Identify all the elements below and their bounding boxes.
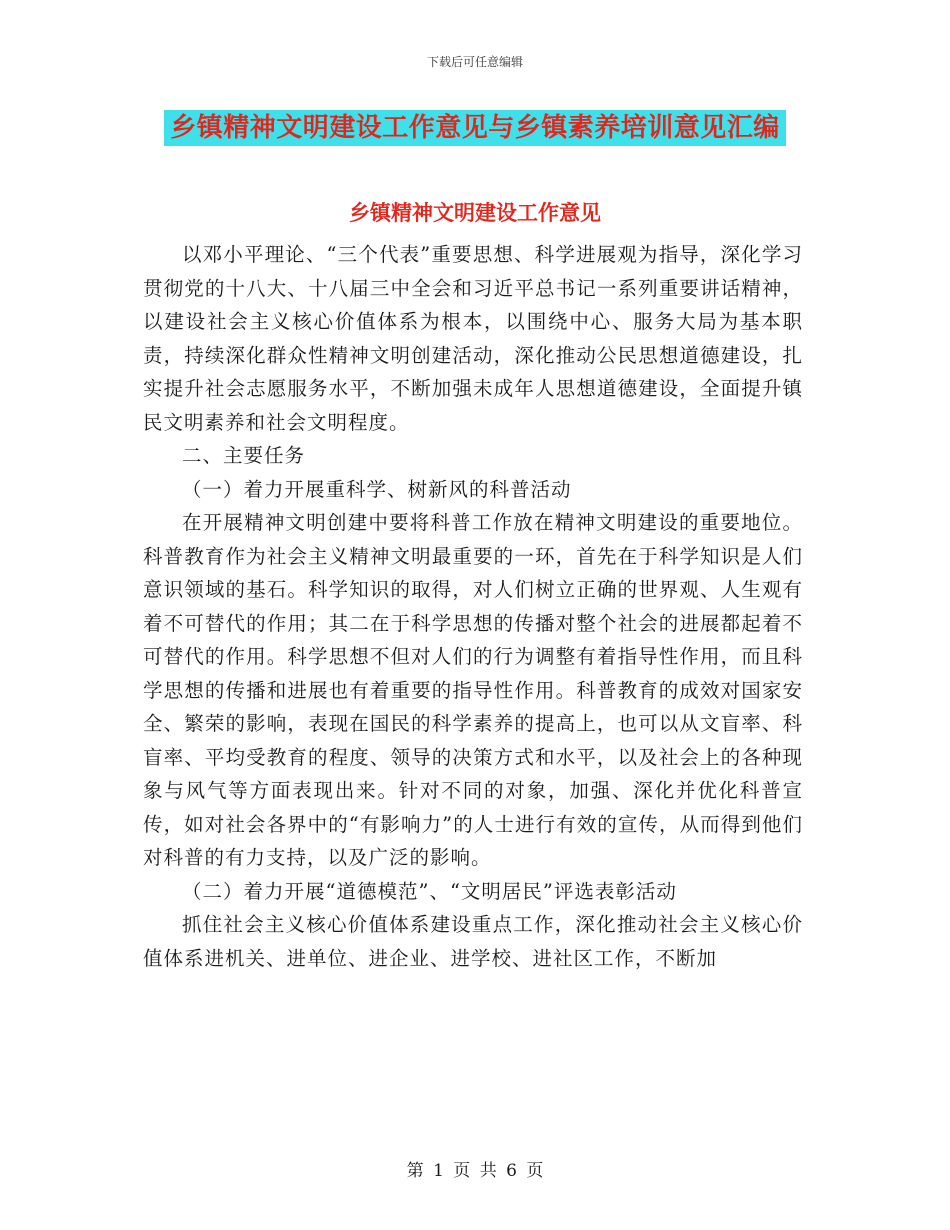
paragraph-intro: 以邓小平理论、“三个代表”重要思想、科学进展观为指导，深化学习贯彻党的十八大、十八届三中全会和习近平总书记一系列重要讲话精神，以建设社会主义核心价值体系为根本，以围绕中心、服务大局为基本职责，持续深化群众性精神文明创建活动，深化推动公民思想道德建设，扎实提升社会志愿服务水平，不断加强未成年人思想道德建设，全面提升镇民文明素养和社会文明程度。 — [143, 243, 803, 434]
document-body — [143, 238, 803, 975]
paragraph-science-popularization: 在开展精神文明创建中要将科普工作放在精神文明建设的重要地位。科普教育作为社会主义精神文明最重要的一环，首先在于科学知识是人们意识领域的基石。科学知识的取得，对人们树立正确的世界观、人生观有着不可替代的作用；其二在于科学思想的传播对整个社会的进展都起着不可替代的作用。科学思想不但对人们的行为调整有着指导性作用，而且科学思想的传播和进展也有着重要的指导性作用。科普教育的成效对国家安全、繁荣的影响，表现在国民的科学素养的提高上，也可以从文盲率、科盲率、平均受教育的程度、领导的决策方式和水平，以及社会上的各种现象与风气等方面表现出来。针对不同的对象，加强、深化并优化科普宣传，如对社会各界中的“有影响力”的人士进行有效的宣传，从而得到他们对科普的有力支持，以及广泛的影响。 — [143, 511, 803, 869]
section-title: 乡镇精神文明建设工作意见 — [349, 201, 601, 225]
paragraph-core-values: 抓住社会主义核心价值体系建设重点工作，深化推动社会主义核心价值体系进机关、进单位、进企业、进学校、进社区工作，不断加 — [143, 913, 803, 970]
page-header-note: 下载后可任意编辑 — [426, 55, 523, 69]
heading-main-tasks: 二、主要任务 — [182, 444, 306, 467]
subheading-science-popularization: （一）着力开展重科学、树新风的科普活动 — [182, 477, 572, 501]
page-number-footer: 第 1 页 共 6 页 — [406, 1161, 544, 1181]
subheading-moral-models: （二）着力开展“道德模范”、“文明居民”评选表彰活动 — [182, 879, 677, 903]
main-title-container — [0, 110, 950, 146]
main-title: 乡镇精神文明建设工作意见与乡镇素养培训意见汇编 — [164, 110, 786, 146]
